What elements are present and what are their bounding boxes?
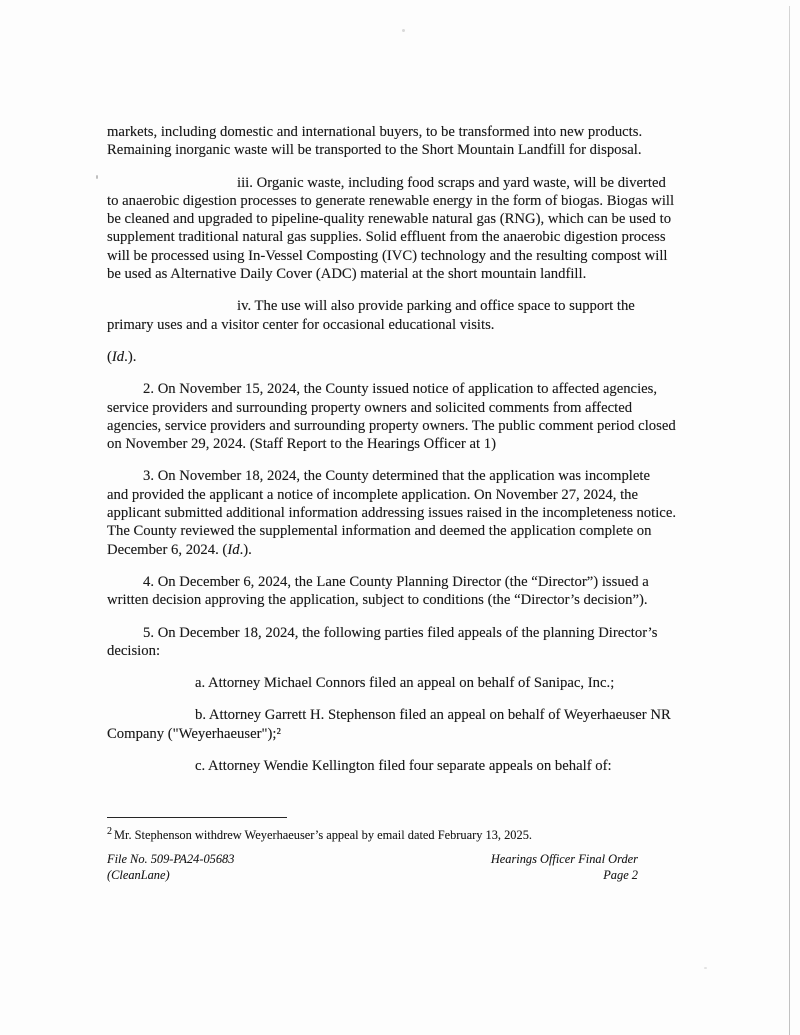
body-text [107, 123, 687, 775]
text-line: iv. The use will also provide parking and office space to support the [237, 298, 635, 315]
text-line: on November 29, 2024. (Staff Report to the Hearings Officer at 1) [107, 436, 496, 453]
paragraph [107, 573, 687, 610]
text-line: service providers and surrounding property owners and solicited comments from affected [107, 399, 633, 416]
paragraph [107, 757, 687, 775]
text-line: 3. On November 18, 2024, the County determined that the application was incomplete [143, 468, 651, 485]
page-number: Page 2 [603, 867, 638, 882]
paragraph [107, 467, 687, 558]
text-line: markets, including domestic and international buyers, to be transformed into new products. [107, 124, 643, 140]
footer-right [400, 852, 638, 883]
text-line: 4. On December 6, 2024, the Lane County Planning Director (the “Director”) issued a [143, 573, 649, 590]
scan-artifact-speck [704, 967, 707, 969]
file-number: File No. 509-PA24-05683 [107, 852, 235, 866]
paragraph [107, 174, 687, 284]
footnote [107, 824, 532, 843]
text-line: primary uses and a visitor center for occasional educational visits. [107, 316, 495, 333]
footer-left [107, 852, 234, 883]
text-line: to anaerobic digestion processes to generate renewable energy in the form of biogas. Biogas will [107, 192, 675, 209]
case-name: (CleanLane) [107, 867, 170, 882]
text-line: supplement traditional natural gas supplies. Solid effluent from the anaerobic digestion process [107, 229, 666, 246]
text-line: 5. On December 18, 2024, the following parties filed appeals of the planning Director’s [143, 624, 658, 641]
text-line: decision: [107, 642, 161, 659]
text-line: be cleaned and upgraded to pipeline-quality renewable natural gas (RNG), which can be used to [107, 211, 672, 228]
text-line: written decision approving the application, subject to conditions (the “Director’s decision”). [107, 592, 648, 609]
scan-artifact-speck [96, 175, 98, 179]
text-line: will be processed using In-Vessel Composting (IVC) technology and the resulting compost will [107, 247, 668, 264]
paragraph [107, 624, 687, 661]
paragraph [107, 297, 687, 334]
text-line: December 6, 2024. (Id.). [107, 541, 252, 558]
text-line: Company ("Weyerhaeuser");² [107, 725, 281, 742]
paragraph [107, 380, 687, 453]
text-line: 2. On November 15, 2024, the County issued notice of application to affected agencies, [143, 381, 658, 398]
scan-artifact-speck [402, 29, 405, 32]
text-line: agencies, service providers and surrounding property owners. The public comment period closed [107, 417, 676, 434]
scan-artifact-line [789, 6, 790, 1035]
text-line: Remaining inorganic waste will be transported to the Short Mountain Landfill for disposal. [107, 142, 642, 159]
footnote-text: Mr. Stephenson withdrew Weyerhaeuser’s appeal by email dated February 13, 2025. [114, 828, 532, 843]
text-line: The County reviewed the supplemental information and deemed the application complete on [107, 523, 652, 540]
paragraph [107, 674, 687, 692]
text-line: a. Attorney Michael Connors filed an appeal on behalf of Sanipac, Inc.; [195, 675, 615, 692]
footnote-separator-rule [107, 817, 287, 818]
paragraph [107, 348, 687, 366]
text-line: (Id.). [107, 348, 137, 365]
text-line: and provided the applicant a notice of incomplete application. On November 27, 2024, the [107, 486, 639, 503]
footnote-marker: 2 [107, 826, 112, 837]
paragraph [107, 123, 687, 160]
text-line: iii. Organic waste, including food scraps and yard waste, will be diverted [237, 174, 666, 191]
paragraph [107, 706, 687, 743]
text-line: c. Attorney Wendie Kellington filed four separate appeals on behalf of: [195, 758, 612, 775]
document-title: Hearings Officer Final Order [490, 852, 638, 866]
text-line: applicant submitted additional information addressing issues raised in the incompleteness notice. [107, 505, 677, 522]
text-line: b. Attorney Garrett H. Stephenson filed an appeal on behalf of Weyerhaeuser NR [195, 707, 671, 724]
text-line: be used as Alternative Daily Cover (ADC) material at the short mountain landfill. [107, 266, 587, 283]
